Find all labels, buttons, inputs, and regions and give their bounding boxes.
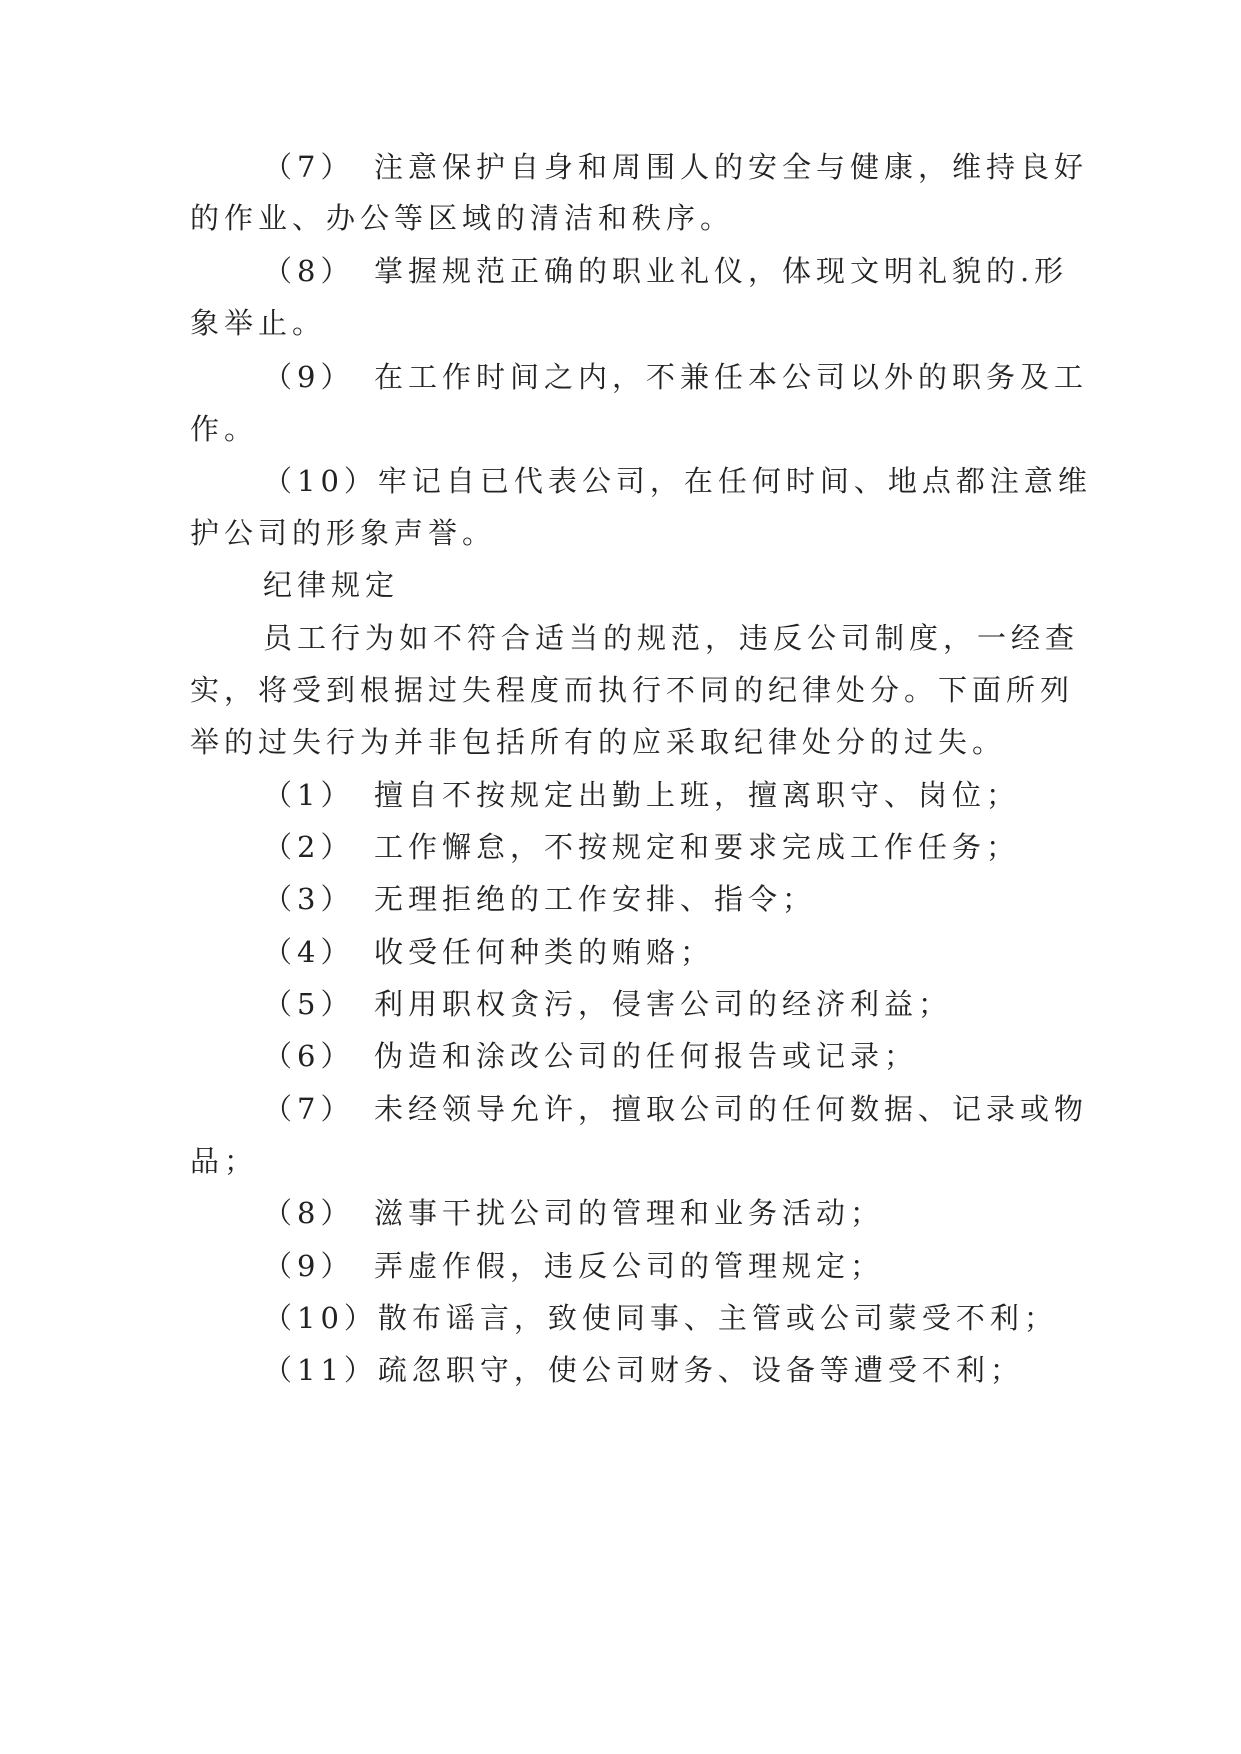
paragraph-line: （9） 在工作时间之内，不兼任本公司以外的职务及工 bbox=[263, 360, 1088, 394]
list-item: （3） 无理拒绝的工作安排、指令； bbox=[263, 882, 816, 916]
list-item: （10）散布谣言，致使同事、主管或公司蒙受不利； bbox=[263, 1301, 1058, 1335]
list-item: （7） 未经领导允许，擅取公司的任何数据、记录或物 bbox=[263, 1092, 1088, 1126]
paragraph-line: （8） 掌握规范正确的职业礼仪，体现文明礼貌的.形 bbox=[263, 254, 1069, 288]
list-item: （8） 滋事干扰公司的管理和业务活动； bbox=[263, 1196, 884, 1230]
section-heading: 纪律规定 bbox=[263, 568, 400, 602]
list-item: （4） 收受任何种类的贿赂； bbox=[263, 935, 714, 969]
paragraph-line: 员工行为如不符合适当的规范，违反公司制度，一经查 bbox=[263, 621, 1080, 655]
paragraph-line: 护公司的形象声誉。 bbox=[190, 516, 497, 550]
paragraph-line: 象举止。 bbox=[190, 306, 327, 340]
list-item: （9） 弄虚作假，违反公司的管理规定； bbox=[263, 1249, 884, 1283]
list-item: （5） 利用职权贪污，侵害公司的经济利益； bbox=[263, 987, 952, 1021]
list-item: （2） 工作懈怠，不按规定和要求完成工作任务； bbox=[263, 830, 1020, 864]
paragraph-line: 实，将受到根据过失程度而执行不同的纪律处分。下面所列 bbox=[190, 673, 1075, 707]
paragraph-line: 的作业、办公等区域的清洁和秩序。 bbox=[190, 201, 735, 235]
list-item: （11）疏忽职守，使公司财务、设备等遭受不利； bbox=[263, 1353, 1024, 1387]
paragraph-line: （10）牢记自已代表公司，在任何时间、地点都注意维 bbox=[263, 464, 1092, 498]
paragraph-line: 作。 bbox=[190, 412, 259, 446]
paragraph-line: 举的过失行为并非包括所有的应采取纪律处分的过失。 bbox=[190, 725, 1007, 759]
list-item-continuation: 品； bbox=[190, 1144, 259, 1178]
paragraph-line: （7） 注意保护自身和周围人的安全与健康，维持良好 bbox=[263, 150, 1088, 184]
list-item: （6） 伪造和涂改公司的任何报告或记录； bbox=[263, 1039, 918, 1073]
list-item: （1） 擅自不按规定出勤上班，擅离职守、岗位； bbox=[263, 778, 1020, 812]
